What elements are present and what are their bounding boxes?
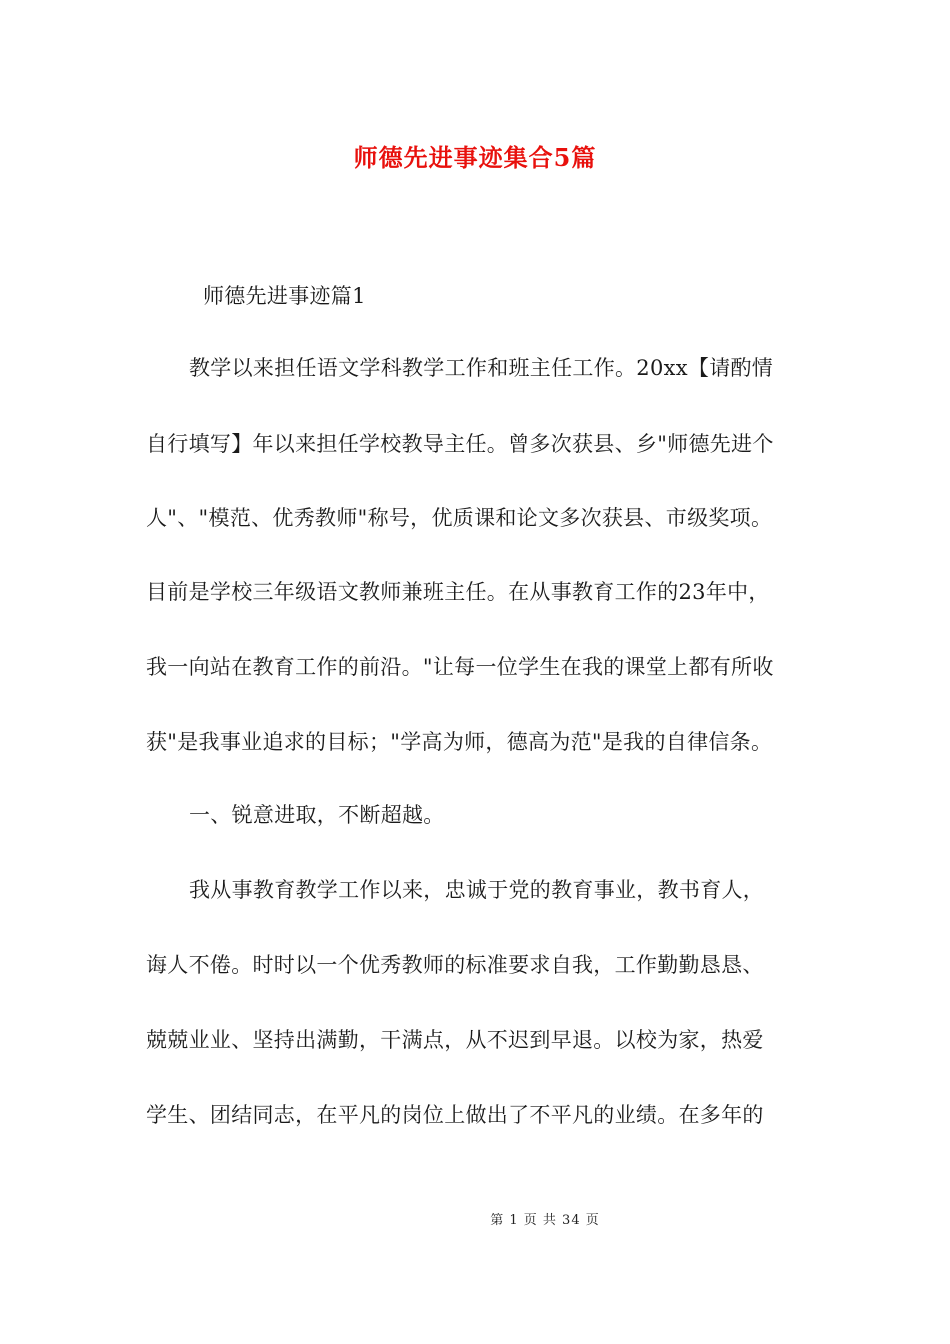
paragraph-line-9: 兢兢业业、坚持出满勤，干满点，从不迟到早退。以校为家，热爱 [146, 1028, 764, 1052]
paragraph-line-3: 人"、"模范、优秀教师"称号，优质课和论文多次获县、市级奖项。 [146, 506, 773, 530]
paragraph-line-10: 学生、团结同志，在平凡的岗位上做出了不平凡的业绩。在多年的 [146, 1103, 764, 1127]
subsection-heading: 一、锐意进取，不断超越。 [189, 803, 445, 827]
paragraph-line-2: 自行填写】年以来担任学校教导主任。曾多次获县、乡"师德先进个 [146, 432, 774, 456]
paragraph-line-1: 教学以来担任语文学科教学工作和班主任工作。20xx【请酌情 [189, 356, 774, 380]
paragraph-line-5: 我一向站在教育工作的前沿。"让每一位学生在我的课堂上都有所收 [146, 655, 774, 679]
paragraph-line-7: 我从事教育教学工作以来，忠诚于党的教育事业，教书育人， [189, 878, 765, 902]
paragraph-line-6: 获"是我事业追求的目标；"学高为师，德高为范"是我的自律信条。 [146, 730, 773, 754]
document-title: 师德先进事迹集合5篇 [353, 143, 597, 172]
paragraph-line-8: 诲人不倦。时时以一个优秀教师的标准要求自我，工作勤勤恳恳、 [146, 953, 764, 977]
paragraph-line-4: 目前是学校三年级语文教师兼班主任。在从事教育工作的23年中， [146, 580, 770, 604]
page-footer: 第 1 页 共 34 页 [490, 1213, 600, 1228]
section-heading: 师德先进事迹篇1 [203, 284, 366, 308]
